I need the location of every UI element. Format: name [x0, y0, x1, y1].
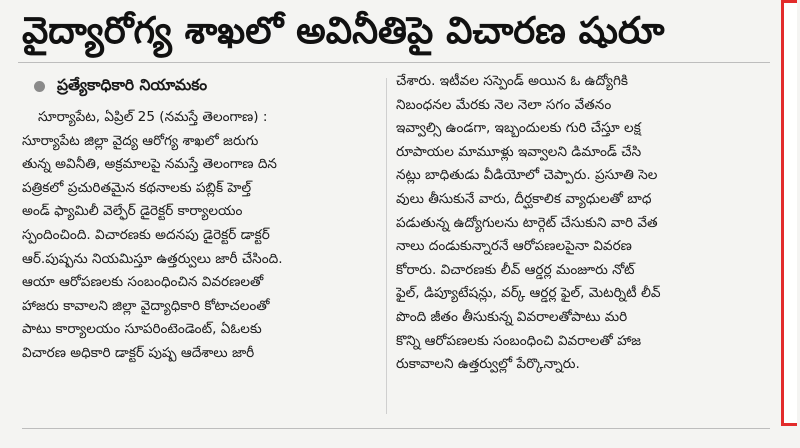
left-column: [22, 70, 378, 366]
text-line: ఆయా ఆరోపణలకు సంబంధించిన వివరణలతో: [22, 274, 264, 291]
text-line: పత్రికలో ప్రచురితమైన కథనాలకు పబ్లిక్ హెల్త్: [22, 179, 252, 196]
headline-rule: [18, 62, 770, 63]
text-line: ఆర్.పుష్పను నియమిస్తూ ఉత్తర్వులు జారీ చేసింది.: [22, 250, 283, 267]
text-line: పాటు కార్యాలయం సూపరింటెండెంట్, ఏఓలకు: [22, 321, 262, 338]
bottom-rule: [22, 428, 770, 429]
text-line: ఇవ్వాల్సి ఉండగా, ఇబ్బందులకు గురి చేస్తూ లక్ష: [396, 120, 641, 137]
text-line: పడుతున్న ఉద్యోగులను టార్గెట్ చేసుకుని వారి వేత: [396, 214, 658, 231]
text-line: నిబంధనల మేరకు నెల నెలా సగం వేతనం: [396, 96, 612, 113]
text-line: నాలు దండుకున్నారనే ఆరోపణలపైనా వివరణ: [396, 238, 632, 255]
subheading: [22, 70, 378, 102]
right-column-text: [396, 70, 758, 377]
text-line: వులు తీసుకునే వారు, దీర్ఘకాలిక వ్యాధులతో బాధ: [396, 190, 652, 207]
text-line: నట్లు బాధితుడు వీడియోలో చెప్పారు. ప్రసూతి సెల: [396, 167, 658, 184]
subheading-text: ప్రత్యేకాధికారి నియామకం: [57, 76, 208, 95]
text-line: కోరారు. విచారణకు లీవ్ ఆర్డర్ల మంజూరు నోట్: [396, 261, 635, 278]
text-line: విచారణ అధికారి డాక్టర్ పుష్ప ఆదేశాలు జారీ: [22, 344, 255, 361]
column-divider: [386, 78, 387, 414]
bullet-icon: [34, 81, 45, 92]
right-column: [396, 70, 758, 377]
headline: వైద్యారోగ్య శాఖలో అవినీతిపై విచారణ షురూ: [22, 9, 665, 52]
text-line: తున్న అవినీతి, అక్రమాలపై నమస్తే తెలంగాణ దిన: [22, 156, 277, 173]
text-line: స్పందించింది. విచారణకు అదనపు డైరెక్టర్ డాక్టర్: [22, 226, 270, 243]
text-line: రుకావాలని ఉత్తర్వుల్లో పేర్కొన్నారు.: [396, 356, 580, 373]
left-column-text: [22, 106, 378, 366]
adjacent-red-box: [781, 0, 797, 426]
text-line: కొన్ని ఆరోపణలకు సంబంధించి వివరాలతో హాజ: [396, 332, 642, 349]
text-line: హాజరు కావాలని జిల్లా వైద్యాధికారి కోటాచలంతో: [22, 297, 270, 314]
text-line: పొంది జీతం తీసుకున్న వివరాలతోపాటు మరి: [396, 308, 628, 325]
text-line: ఫైల్, డిప్యూటేషన్లు, వర్క్ ఆర్డర్ల ఫైల్, మెటర్నిటీ లీవ్: [396, 285, 661, 302]
text-line: సూర్యాపేట, ఏప్రిల్ 25 (నమస్తే తెలంగాణ) :: [38, 109, 268, 125]
text-line: చేశారు. ఇటీవల సస్పెండ్ అయిన ఓ ఉద్యోగికి: [396, 73, 628, 89]
text-line: రూపాయల మామూళ్లు ఇవ్వాలని డిమాండ్ చేసి: [396, 143, 642, 160]
text-line: అండ్ ఫ్యామిలీ వెల్ఫేర్ డైరెక్టర్ కార్యాలయం: [22, 203, 243, 220]
text-line: సూర్యాపేట జిల్లా వైద్య ఆరోగ్య శాఖలో జరుగు: [22, 132, 259, 149]
